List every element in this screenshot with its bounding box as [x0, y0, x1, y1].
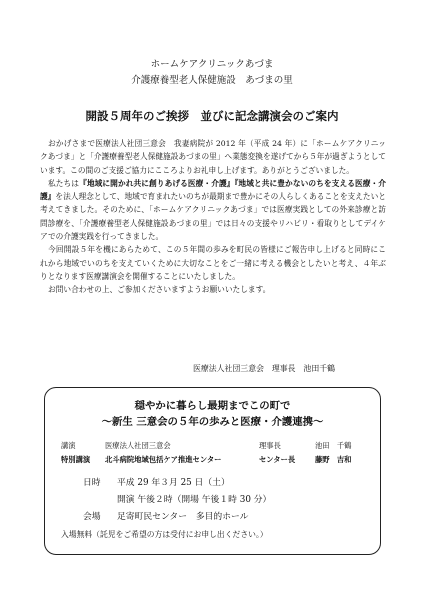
lecture-role: 理事長 — [259, 441, 281, 450]
document-title: 開設５周年のご挨拶 並びに記念講演会のご案内 — [85, 109, 339, 123]
signature: 医療法人社団三意会 理事長 池田千鶴 — [192, 364, 335, 373]
clinic-name: ホームケアクリニックあづま — [150, 59, 274, 70]
time-value: 開演 午後２時（開場 午後１時 30 分） — [117, 495, 272, 505]
philosophy-motto-2: 『地域と共に豊かないのちを支える医療・介護』 — [40, 178, 386, 202]
paragraph-lecture-purpose: 今回開設５年を機にあらためて、この５年間の歩みを町民の皆様にご報告申し上げると同時にこれから地域でいのちを支えていくために大切なことをご一緒に考える機会としたいと考え、４年ぶりとなります医療講演会を開催することにいたしました。 — [40, 245, 386, 281]
paragraph-philosophy — [40, 177, 386, 243]
venue-label: 会場 — [83, 512, 101, 522]
event-headline: 穏やかに暮らし最期までこの町で — [134, 400, 291, 412]
facility-name: 介護療養型老人保健施設 あづまの里 — [131, 75, 293, 86]
special-lecture-org: 北斗病院地域包括ケア推進センター — [105, 455, 222, 464]
date-value: 平成 29 年３月 25 日（土） — [117, 478, 230, 488]
philosophy-rest: を法人理念として、地域で育まれたいのちが最期まで豊かにその人らしくあることを支えたいと考えてきました。そのために、「ホームケアクリニックあづま」では医療実践としての外来診療と訪問診療を、「介護療養型老人保健施設あづまの里」では日々の支援やリハビリ・看取りとしてデイケアでの介護実践を行ってきました。 — [40, 192, 386, 242]
special-lecture-role: センター長 — [259, 455, 296, 464]
venue-value: 足寄町民センター 多目的ホール — [117, 512, 249, 522]
event-box — [44, 387, 381, 555]
event-subheadline: ～新生 三意会の５年の歩みと医療・介護連携～ — [101, 416, 324, 428]
admission-note: 入場無料（託児をご希望の方は受付にお申し出ください。） — [61, 530, 268, 539]
paragraph-request: お問い合わせの上、ご参加くださいますようお願いいたします。 — [48, 285, 271, 295]
special-lecture-label: 特別講演 — [61, 455, 91, 464]
lecture-speaker: 池田 千鶴 — [315, 441, 352, 450]
lecture-org: 医療法人社団三意会 — [105, 441, 171, 450]
philosophy-lead: 私たちは — [48, 178, 80, 188]
philosophy-motto-1: 『地域に開かれ共に創りあげる医療・介護』 — [79, 178, 235, 188]
letter-body — [40, 137, 386, 297]
date-label: 日時 — [83, 478, 101, 488]
special-lecture-speaker: 藤野 吉和 — [315, 455, 352, 464]
paragraph-greeting: おかげさまで医療法人社団三意会 我妻病院が 2012 年（平成 24 年）に「ホームケアクリニックあづま」と「介護療養型老人保健施設あづまの里」へ業態変換を遂げてから５年が過ぎようとしています。この間のご支援ご協力にこころよりお礼申し上げます。ありがとうございました。 — [40, 139, 386, 175]
lecture-label: 講演 — [61, 441, 76, 450]
